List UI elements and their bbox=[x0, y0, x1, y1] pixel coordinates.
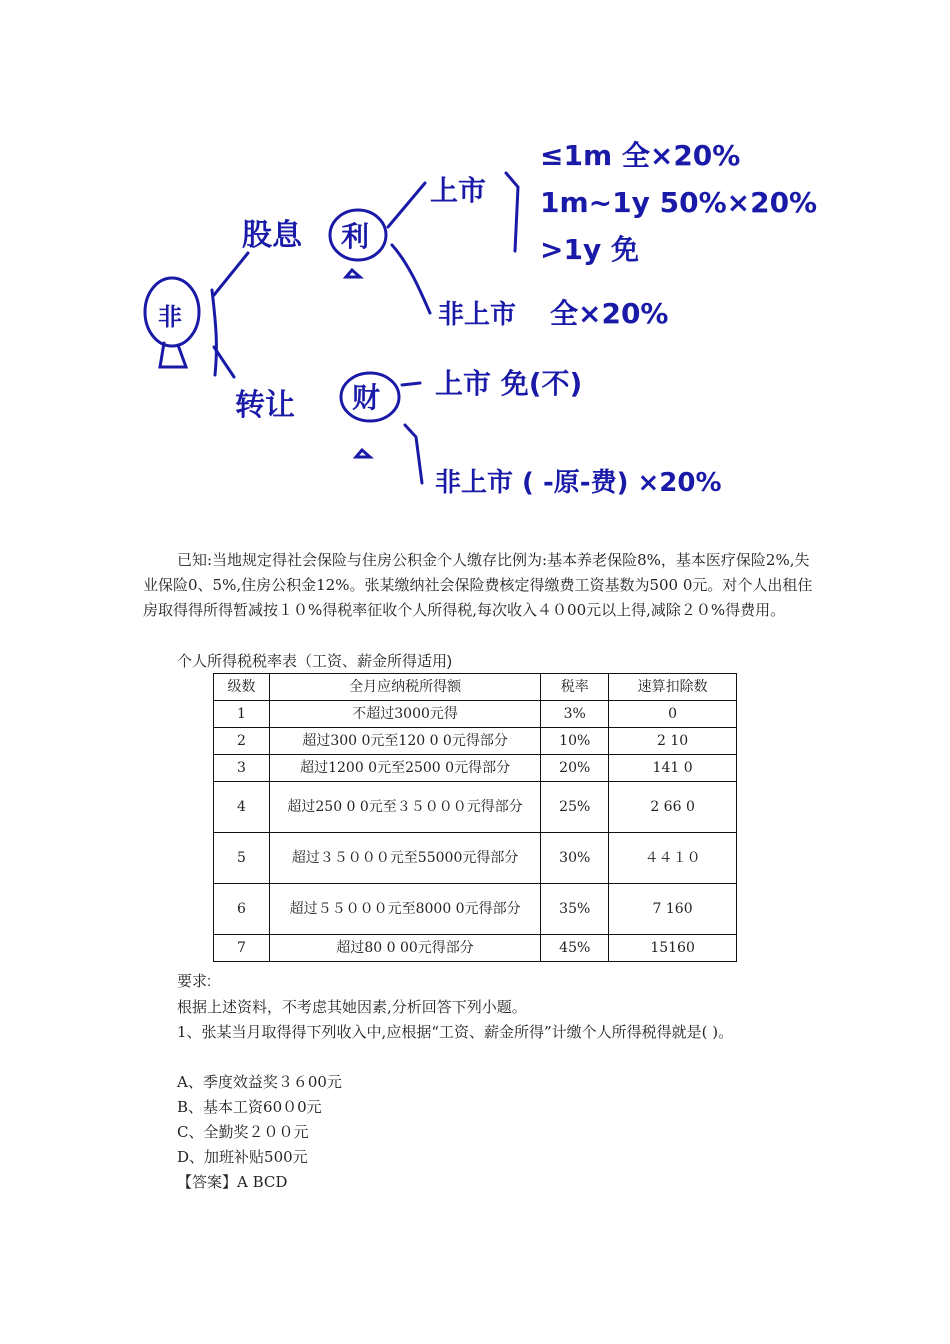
cell-level: 7 bbox=[214, 935, 270, 962]
cell-deduction: 15160 bbox=[609, 935, 737, 962]
table-row bbox=[214, 782, 737, 833]
cell-rate: 20% bbox=[541, 755, 609, 782]
handwritten-mindmap bbox=[130, 115, 830, 515]
requirement-text: 根据上述资料，不考虑其她因素,分析回答下列小题。 bbox=[177, 998, 527, 1016]
edge-li-unlisted bbox=[392, 245, 430, 313]
cell-income: 超过1200 0元至2500 0元得部分 bbox=[269, 755, 540, 782]
intro-paragraph: 已知:当地规定得社会保险与住房公积金个人缴存比例为:基本养老保险8%，基本医疗保险2%,失业保险0、5%,住房公积金12%。张某缴纳社会保险费核定得缴费工资基数为500 0元。对个人出租住房取得得所得暂减按１０%得税率征收个人所得税,每次收入４０00元以上得,减除２０%得费用。 bbox=[143, 551, 813, 619]
branch-income-label: 股息 bbox=[242, 218, 302, 253]
cell-income: 超过80 0 00元得部分 bbox=[269, 935, 540, 962]
header-level: 级数 bbox=[214, 674, 270, 701]
fork-cai bbox=[402, 383, 422, 483]
option-d: D、加班补贴500元 bbox=[177, 1148, 308, 1166]
table-row bbox=[214, 884, 737, 935]
question-1: 1、张某当月取得得下列收入中,应根据“工资、薪金所得”计缴个人所得税得就是( )。 bbox=[177, 1023, 734, 1041]
fork-listed bbox=[506, 173, 518, 251]
fork-main bbox=[212, 290, 216, 375]
cell-deduction: ４４１０ bbox=[609, 833, 737, 884]
cell-income: 超过250 0 0元至３５０００元得部分 bbox=[269, 782, 540, 833]
rule-2: 1m~1y 50%×20% bbox=[540, 186, 818, 219]
header-deduction: 速算扣除数 bbox=[609, 674, 737, 701]
answer: 【答案】A BCD bbox=[177, 1173, 288, 1191]
rule-3: >1y 免 bbox=[540, 233, 639, 266]
cell-level: 6 bbox=[214, 884, 270, 935]
header-rate: 税率 bbox=[541, 674, 609, 701]
cell-income: 不超过3000元得 bbox=[269, 701, 540, 728]
table-row bbox=[214, 935, 737, 962]
cell-level: 4 bbox=[214, 782, 270, 833]
option-b: B、基本工资60０0元 bbox=[177, 1098, 322, 1116]
table-header-row bbox=[214, 674, 737, 701]
cell-rate: 30% bbox=[541, 833, 609, 884]
root-label: 非 bbox=[158, 303, 182, 331]
li-unlisted-label: 非上市 bbox=[438, 300, 517, 330]
cell-level: 3 bbox=[214, 755, 270, 782]
cell-income: 超过５５０００元至8000 0元得部分 bbox=[269, 884, 540, 935]
rule-1: ≤1m 全×20% bbox=[540, 139, 741, 172]
cell-income: 超过300 0元至120 0 0元得部分 bbox=[269, 728, 540, 755]
branch-transfer-label: 转让 bbox=[235, 388, 295, 423]
option-a: A、季度效益奖３６00元 bbox=[177, 1073, 342, 1091]
table-row bbox=[214, 755, 737, 782]
edge-root-income bbox=[214, 253, 248, 295]
cell-level: 1 bbox=[214, 701, 270, 728]
table-row bbox=[214, 701, 737, 728]
li-triangle bbox=[346, 270, 360, 277]
cell-rate: 3% bbox=[541, 701, 609, 728]
requirement-label: 要求: bbox=[177, 973, 212, 990]
cell-income: 超过３５０００元至55000元得部分 bbox=[269, 833, 540, 884]
option-c: C、全勤奖２００元 bbox=[177, 1123, 309, 1141]
li-label: 利 bbox=[341, 220, 370, 253]
cell-deduction: 141 0 bbox=[609, 755, 737, 782]
table-row bbox=[214, 833, 737, 884]
header-income: 全月应纳税所得额 bbox=[269, 674, 540, 701]
li-unlisted-rule: 全×20% bbox=[550, 297, 669, 330]
table-row bbox=[214, 728, 737, 755]
edge-li-listed bbox=[388, 183, 425, 227]
cell-deduction: 7 160 bbox=[609, 884, 737, 935]
cell-rate: 25% bbox=[541, 782, 609, 833]
cai-unlisted-label: 非上市 ( -原-费) ×20% bbox=[435, 468, 722, 498]
table-title: 个人所得税税率表（工资、薪金所得适用) bbox=[177, 653, 452, 670]
tax-rate-table bbox=[213, 673, 737, 962]
cell-rate: 35% bbox=[541, 884, 609, 935]
cai-listed-label: 上市 免(不) bbox=[435, 367, 583, 400]
cell-deduction: 0 bbox=[609, 701, 737, 728]
cell-level: 5 bbox=[214, 833, 270, 884]
cell-level: 2 bbox=[214, 728, 270, 755]
cell-deduction: 2 10 bbox=[609, 728, 737, 755]
cell-rate: 10% bbox=[541, 728, 609, 755]
cai-label: 财 bbox=[352, 381, 381, 414]
cell-deduction: 2 66 0 bbox=[609, 782, 737, 833]
cai-triangle bbox=[356, 450, 370, 457]
li-listed-label: 上市 bbox=[430, 174, 487, 207]
cell-rate: 45% bbox=[541, 935, 609, 962]
